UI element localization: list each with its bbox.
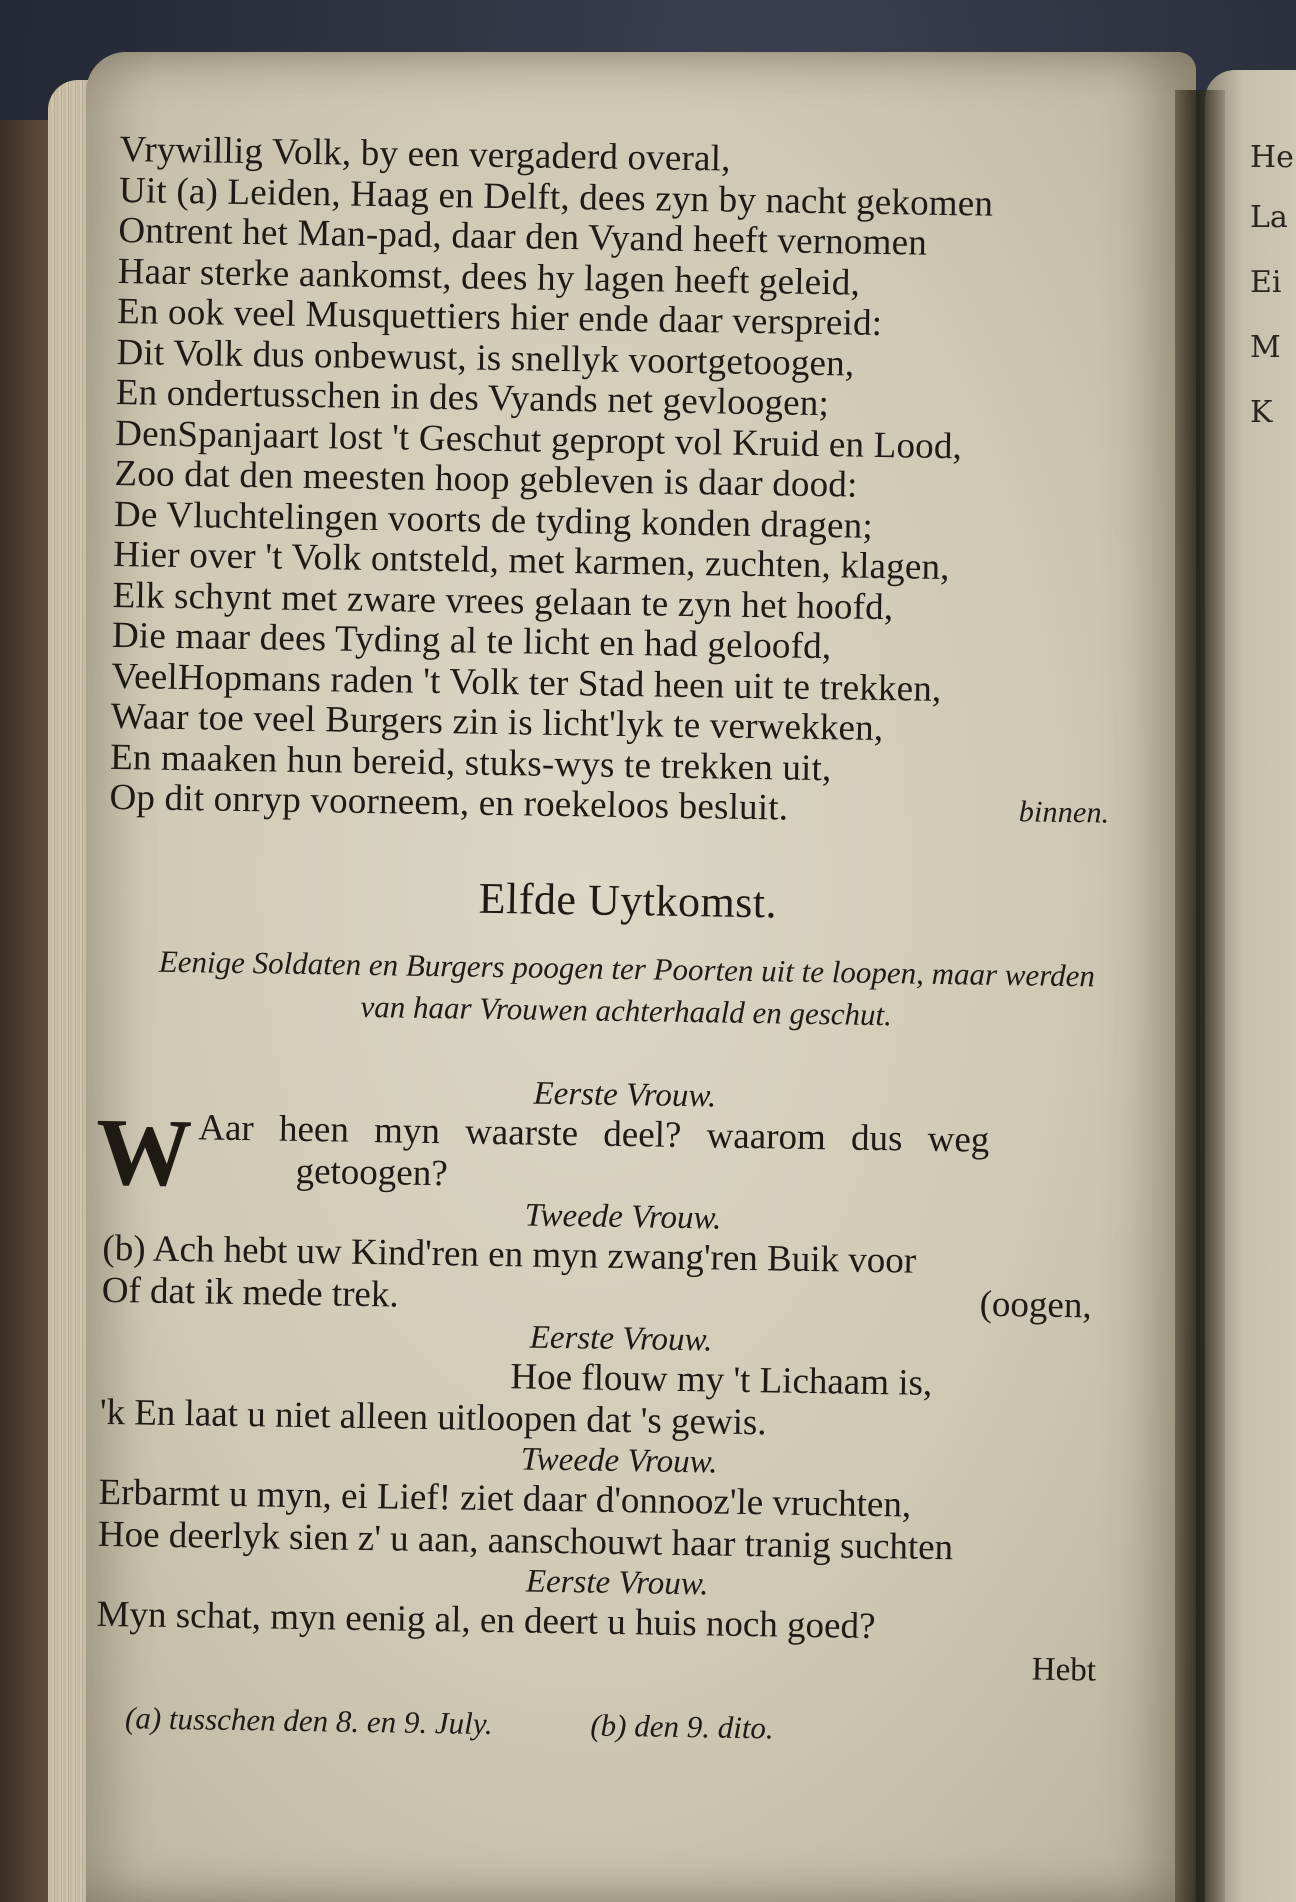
verse-line: De Vluchtelingen voorts de tyding konden dragen; bbox=[113, 493, 874, 547]
facing-page-fragment: K bbox=[1250, 395, 1273, 430]
verse-line: Vrywillig Volk, by een vergaderd overal, bbox=[119, 129, 731, 180]
dialogue-line: Aar heen myn waarste deel? waarom dus weg bbox=[198, 1106, 990, 1161]
verse-line: Uit (a) Leiden, Haag en Delft, dees zyn by nacht gekomen bbox=[118, 169, 994, 225]
verse-line: En ook veel Musquettiers hier ende daar verspreid: bbox=[116, 290, 883, 344]
verse-block bbox=[109, 130, 1160, 835]
footnote-b: (b) den 9. dito. bbox=[590, 1707, 775, 1745]
verse-line: Waar toe veel Burgers zin is licht'lyk te verwekken, bbox=[110, 695, 884, 750]
dialogue-line: Erbarmt u myn, ei Lief! ziet daar d'onnooz'le vruchten, bbox=[98, 1471, 912, 1526]
dialogue-line: getoogen? bbox=[295, 1150, 449, 1194]
verse-line: Elk schynt met zware vrees gelaan te zyn het hoofd, bbox=[112, 574, 894, 628]
dialogue-line: Hoe flouw my 't Lichaam is, bbox=[510, 1355, 933, 1404]
section-summary: Eenige Soldaten en Burgers poogen ter Poorten uit te loopen, maar werden van haar Vrouwen achterhaald en geschut. bbox=[158, 943, 1096, 1032]
dialogue-line: Hoe deerlyk sien z' u aan, aanschouwt haar tranig suchten bbox=[97, 1513, 954, 1568]
turnover-word: (oogen, bbox=[979, 1283, 1092, 1326]
facing-page-fragment: La bbox=[1250, 200, 1288, 235]
drop-cap: W bbox=[95, 1097, 193, 1206]
verse-line: En ondertusschen in des Vyands net gevloogen; bbox=[115, 371, 830, 425]
dialogue-line: (b) Ach hebt uw Kind'ren en myn zwang'ren Buik voor bbox=[102, 1227, 917, 1282]
facing-page-fragment: He bbox=[1250, 140, 1294, 175]
verse-line: En maaken hun bereid, stuks-wys te trekken uit, bbox=[109, 736, 832, 789]
dialogue-line: 'k En laat u niet alleen uitloopen dat 's gewis. bbox=[99, 1391, 767, 1443]
catchword: Hebt bbox=[1031, 1651, 1097, 1689]
dialogue-line: Of dat ik mede trek. bbox=[101, 1269, 399, 1316]
section-heading: Elfde Uytkomst. bbox=[478, 873, 778, 927]
opening-verse bbox=[95, 1097, 1144, 1206]
verse-line: Op dit onryp voorneem, en roekeloos besluit. bbox=[109, 776, 789, 829]
page-text bbox=[95, 130, 1160, 1752]
page-gutter bbox=[1175, 90, 1225, 1902]
speaker-label: Eerste Vrouw. bbox=[525, 1563, 709, 1602]
dialogue-line: Myn schat, myn eenig al, en deert u huis noch goed? bbox=[96, 1593, 876, 1647]
verse-line: DenSpanjaart lost 't Geschut gepropt vol Kruid en Lood, bbox=[114, 412, 963, 467]
verse-line: Zoo dat den meesten hoop gebleven is daar dood: bbox=[114, 452, 858, 506]
verse-line: Hier over 't Volk ontsteld, met karmen, zuchten, klagen, bbox=[113, 533, 951, 589]
speaker-label: Tweede Vrouw. bbox=[524, 1196, 722, 1237]
facing-page-fragment: Ei bbox=[1250, 265, 1282, 300]
speaker-label: Eerste Vrouw. bbox=[533, 1075, 717, 1114]
facing-page-fragment: M bbox=[1250, 330, 1281, 365]
catchword: binnen. bbox=[1018, 795, 1110, 830]
speaker-label: Eerste Vrouw. bbox=[529, 1319, 713, 1358]
verse-line: VeelHopmans raden 't Volk ter Stad heen uit te trekken, bbox=[111, 655, 942, 710]
footnote-a: (a) tusschen den 8. en 9. July. bbox=[124, 1699, 493, 1741]
verse-line: Haar sterke aankomst, dees hy lagen heeft geleid, bbox=[117, 250, 861, 304]
speaker-label: Tweede Vrouw. bbox=[520, 1440, 718, 1481]
verse-line: Dit Volk dus onbewust, is snellyk voortgetoogen, bbox=[116, 331, 855, 385]
verse-line: Die maar dees Tyding al te licht en had geloofd, bbox=[111, 614, 832, 668]
verse-line: Ontrent het Man-pad, daar den Vyand heeft vernomen bbox=[118, 209, 928, 264]
